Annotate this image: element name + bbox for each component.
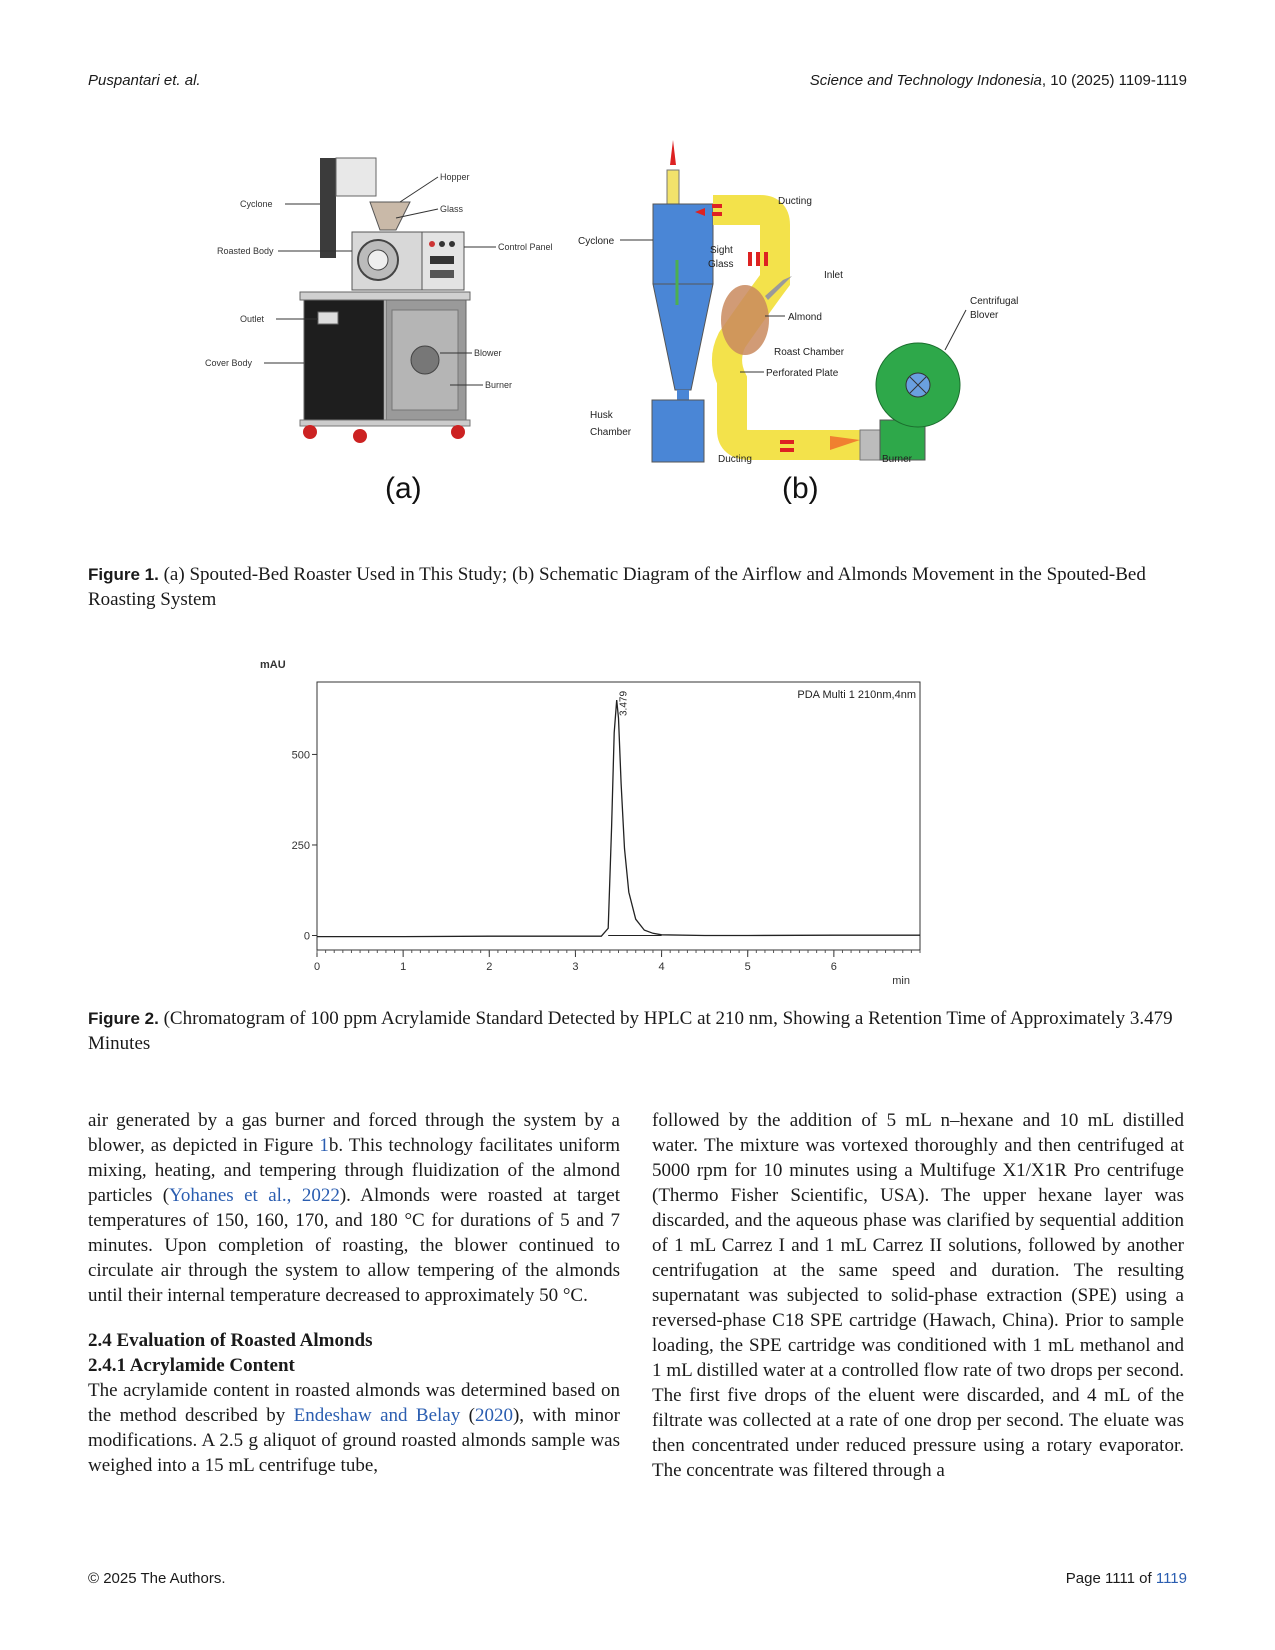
- journal-citation: , 10 (2025) 1109-1119: [1041, 72, 1187, 89]
- chromatogram-chart: [250, 650, 990, 995]
- callout-ducting-bottom: Ducting: [718, 454, 752, 465]
- panel-b-callouts: [578, 196, 1018, 465]
- text-run: ), with minor modifications. A 2.5 g aliquot of ground roasted almonds sample was weighed into a 15 mL centrifuge tube,: [88, 1405, 621, 1476]
- callout-roast-chamber: Roast Chamber: [774, 347, 845, 358]
- callout-chamber: Chamber: [590, 427, 632, 438]
- page-total-link[interactable]: 1119: [1155, 1570, 1187, 1587]
- footer-page-number: [1066, 1570, 1187, 1587]
- journal-name: Science and Technology Indonesia: [809, 72, 1042, 89]
- text-run: The acrylamide content in roasted almonds was determined based on the method described by: [88, 1380, 620, 1426]
- subsection-heading: 2.4.1 Acrylamide Content: [88, 1355, 295, 1376]
- y-tick-label: 0: [303, 930, 310, 943]
- callout-inlet: Inlet: [824, 270, 843, 281]
- page-prefix: Page 1111 of: [1065, 1570, 1156, 1587]
- x-tick-label: 3: [572, 961, 579, 973]
- figure-1-caption-label: Figure 1.: [88, 565, 159, 584]
- callout-sight: Sight: [710, 245, 733, 256]
- x-tick-label: 6: [830, 961, 837, 973]
- callout-blower: Blower: [474, 348, 502, 358]
- figure-ref-link[interactable]: 1: [319, 1135, 329, 1156]
- roaster-machine: [300, 158, 470, 443]
- callout-cyclone-b: Cyclone: [578, 236, 615, 247]
- x-axis-unit-label: min: [892, 975, 910, 987]
- callout-ducting-top: Ducting: [778, 196, 812, 207]
- text-run: (: [460, 1405, 475, 1426]
- callout-burner-b: Burner: [882, 454, 913, 465]
- callout-burner: Burner: [485, 380, 513, 390]
- body-paragraph-2: [88, 1378, 620, 1478]
- text-run: air generated by a gas burner and forced through the system by a blower, as depicted in Figure: [88, 1110, 620, 1156]
- x-tick-label: 4: [658, 961, 665, 973]
- callout-outlet: Outlet: [240, 314, 265, 324]
- panel-b-label: (b): [782, 472, 819, 505]
- callout-cover-body: Cover Body: [205, 358, 253, 368]
- figure-1-illustration: [200, 140, 1080, 540]
- figure-1-caption-text: (a) Spouted-Bed Roaster Used in This Study; (b) Schematic Diagram of the Airflow and Almonds Movement in the Spouted-Bed Roasting System: [88, 564, 1146, 610]
- callout-roasted-body: Roasted Body: [217, 246, 274, 256]
- running-head-authors: Puspantari et. al.: [88, 72, 201, 89]
- y-tick-label: 250: [291, 839, 310, 852]
- chart-legend: PDA Multi 1 210nm,4nm: [797, 689, 916, 701]
- callout-control-panel: Control Panel: [498, 242, 553, 252]
- x-tick-label: 2: [486, 961, 493, 973]
- running-head-journal: [810, 72, 1187, 89]
- footer-copyright: © 2025 The Authors.: [88, 1570, 226, 1587]
- body-column-left: [88, 1108, 620, 1478]
- x-tick-label: 5: [744, 961, 751, 973]
- callout-hopper: Hopper: [440, 172, 470, 182]
- body-column-right: [652, 1108, 1184, 1483]
- callout-almond: Almond: [788, 312, 822, 323]
- citation-year-link[interactable]: 2020: [474, 1405, 513, 1426]
- y-axis-unit-label: mAU: [260, 659, 286, 671]
- figure-2-chromatogram: [250, 650, 990, 995]
- figure-1: [200, 140, 1080, 540]
- callout-blover: Blover: [970, 310, 999, 321]
- callout-perforated-plate: Perforated Plate: [766, 368, 839, 379]
- callout-glass-b: Glass: [708, 259, 734, 270]
- y-tick-label: 500: [291, 749, 310, 762]
- x-tick-label: 1: [400, 961, 407, 973]
- citation-link-yohanes[interactable]: Yohanes et al., 2022: [169, 1185, 340, 1206]
- figure-2-caption-label: Figure 2.: [88, 1009, 159, 1028]
- panel-a-label: (a): [385, 472, 422, 505]
- citation-link-endeshaw[interactable]: Endeshaw and Belay: [293, 1405, 461, 1426]
- callout-cyclone: Cyclone: [240, 199, 273, 209]
- peak-retention-label: 3.479: [618, 690, 630, 716]
- callout-husk: Husk: [590, 410, 613, 421]
- figure-2-caption: [88, 1006, 1188, 1056]
- text-run: b. This technology facilitates uniform mixing, heating, and tempering through fluidization of the almond particles (: [88, 1135, 620, 1206]
- x-tick-label: 0: [313, 961, 321, 973]
- figure-1-caption: [88, 562, 1188, 612]
- body-paragraph-3: followed by the addition of 5 mL n–hexane and 10 mL distilled water. The mixture was vortexed thoroughly and then centrifuged at 5000 rpm for 10 minutes using a Multifuge X1/X1R Pro centrifuge (Thermo Fisher Scientific, USA). The upper hexane layer was discarded, and the aqueous phase was clarified by sequential addition of 1 mL Carrez I and 1 mL Carrez II solutions, followed by another centrifugation at the same speed and duration. The resulting supernatant was subjected to solid-phase extraction (SPE) using a reversed-phase C18 SPE cartridge (Hawach, China). Prior to sample loading, the SPE cartridge was conditioned with 1 mL methanol and 1 mL distilled water at a controlled flow rate of two drops per second. The first five drops of the eluent were discarded, and 4 mL of the filtrate was collected at a rate of one drop per second. The eluate was then concentrated under reduced pressure using a rotary evaporator. The concentrate was filtered through a: [652, 1110, 1184, 1481]
- section-heading: 2.4 Evaluation of Roasted Almonds: [88, 1330, 373, 1351]
- airflow-schematic: [652, 140, 960, 462]
- body-paragraph-1: [88, 1108, 620, 1308]
- callout-glass: Glass: [440, 204, 464, 214]
- figure-2-caption-text: (Chromatogram of 100 ppm Acrylamide Standard Detected by HPLC at 210 nm, Showing a Retention Time of Approximately 3.479 Minutes: [88, 1008, 1173, 1054]
- text-run: ). Almonds were roasted at target temperatures of 150, 160, 170, and 180 °C for durations of 5 and 7 minutes. Upon completion of roasting, the blower continued to circulate air through the system to allow tempering of the almonds until their internal temperature decreased to approximately 50 °C.: [88, 1185, 620, 1306]
- callout-centrifugal: Centrifugal: [970, 296, 1019, 307]
